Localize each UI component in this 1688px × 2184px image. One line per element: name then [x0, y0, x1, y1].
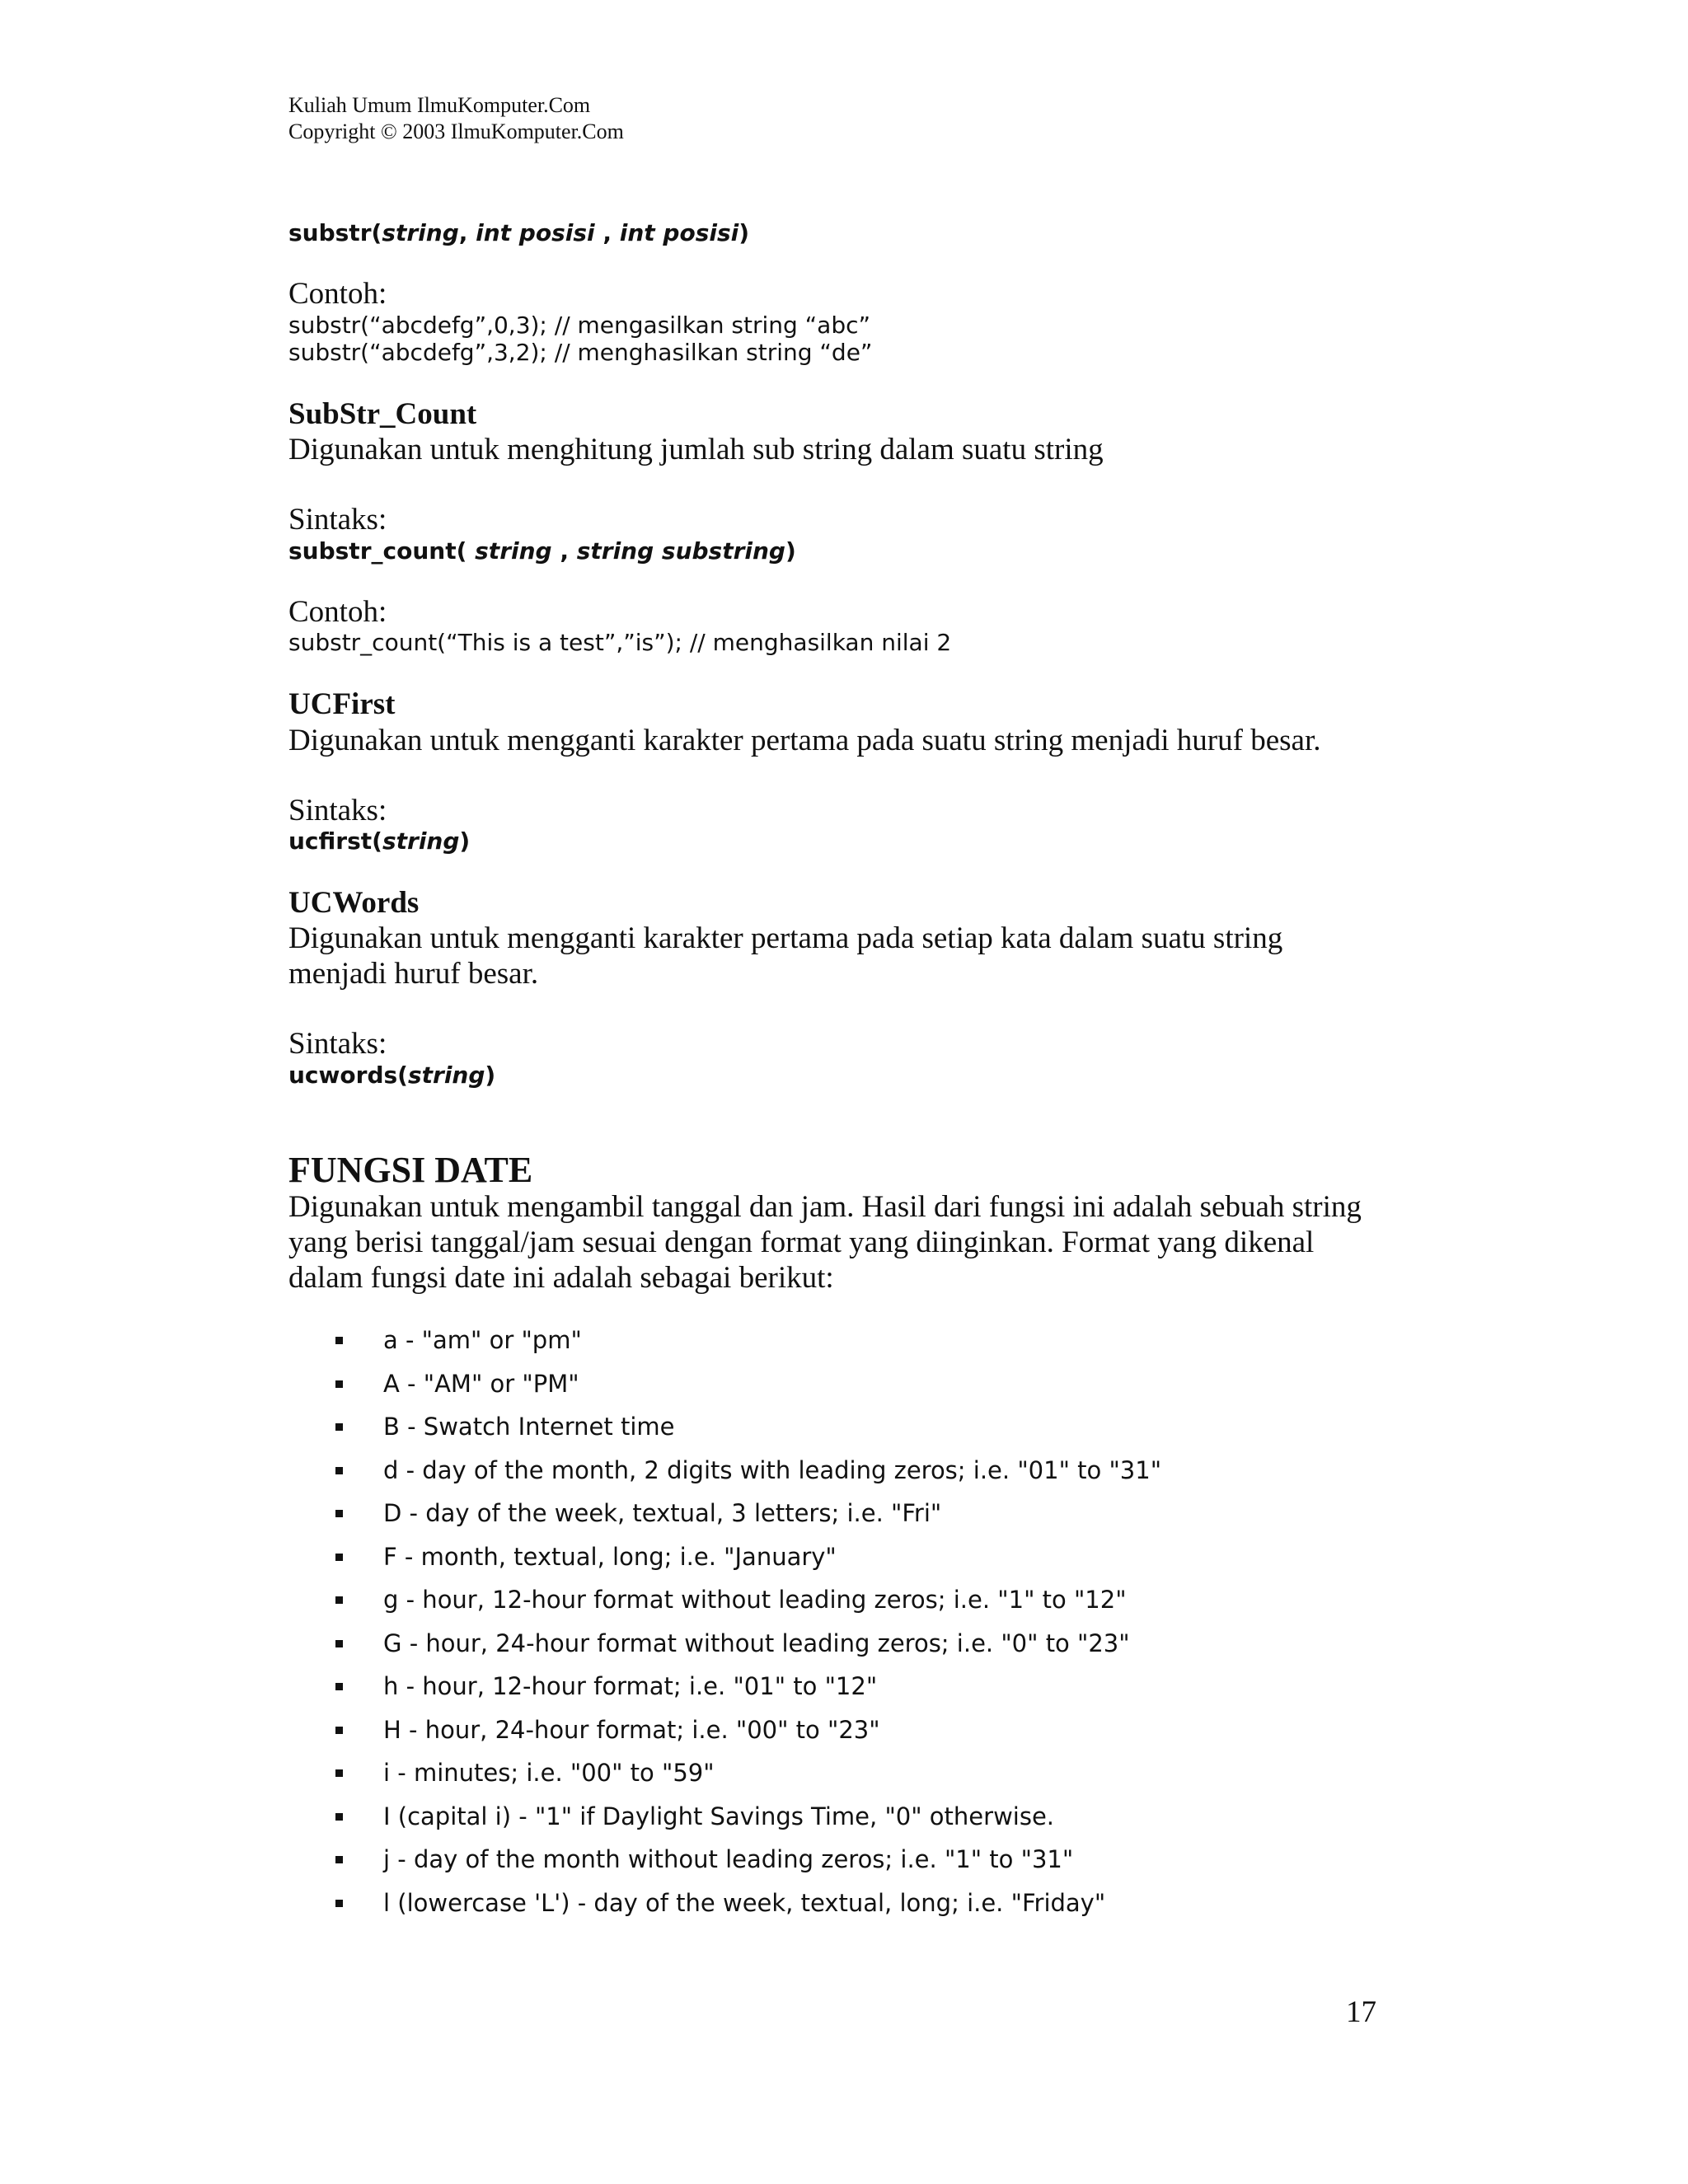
square-bullet-icon: [335, 1596, 343, 1604]
sig-param: string: [475, 537, 552, 565]
square-bullet-icon: [335, 1813, 343, 1821]
sig-function-name: ucfirst(: [288, 827, 382, 855]
sig-close: ): [485, 1062, 496, 1089]
section-description: Digunakan untuk mengganti karakter pertama pada suatu string menjadi huruf besar.: [288, 724, 1321, 757]
ucfirst-signature: [288, 827, 470, 855]
sig-param: string: [407, 1062, 485, 1089]
square-bullet-icon: [335, 1510, 343, 1517]
sig-separator: ,: [458, 219, 476, 246]
square-bullet-icon: [335, 1900, 343, 1907]
square-bullet-icon: [335, 1769, 343, 1777]
sig-function-name: substr_count(: [288, 537, 476, 565]
page-number: 17: [1346, 1995, 1376, 2029]
list-item: i - minutes; i.e. "00" to "59": [334, 1751, 1161, 1795]
code-example: substr_count(“This is a test”,”is”); // menghasilkan nilai 2: [288, 629, 952, 656]
contoh-label: Contoh:: [288, 277, 387, 311]
square-bullet-icon: [335, 1727, 343, 1734]
square-bullet-icon: [335, 1467, 343, 1474]
square-bullet-icon: [335, 1380, 343, 1388]
section-description: Digunakan untuk menghitung jumlah sub string dalam suatu string: [288, 433, 1104, 466]
square-bullet-icon: [335, 1856, 343, 1863]
section-description: dalam fungsi date ini adalah sebagai berikut:: [288, 1261, 834, 1295]
sig-param: string substring: [576, 537, 785, 565]
sig-param: int posisi: [476, 219, 595, 246]
sig-function-name: substr(: [288, 219, 382, 246]
section-description: menjadi huruf besar.: [288, 957, 539, 991]
list-item: d - day of the month, 2 digits with leading zeros; i.e. "01" to "31": [334, 1449, 1161, 1493]
sig-param: string: [382, 219, 459, 246]
sig-function-name: ucwords(: [288, 1062, 408, 1089]
list-item: D - day of the week, textual, 3 letters; i.e. "Fri": [334, 1492, 1161, 1535]
square-bullet-icon: [335, 1554, 343, 1561]
list-item: G - hour, 24-hour format without leading zeros; i.e. "0" to "23": [334, 1622, 1161, 1666]
sig-separator: ,: [551, 537, 577, 565]
list-item: a - "am" or "pm": [334, 1319, 1161, 1362]
list-item: H - hour, 24-hour format; i.e. "00" to "23": [334, 1708, 1161, 1752]
section-heading-ucwords: UCWords: [288, 886, 420, 920]
sintaks-label: Sintaks:: [288, 1027, 387, 1061]
substr-count-signature: [288, 537, 796, 565]
list-item: I (capital i) - "1" if Daylight Savings Time, "0" otherwise.: [334, 1795, 1161, 1839]
sintaks-label: Sintaks:: [288, 794, 387, 827]
square-bullet-icon: [335, 1640, 343, 1647]
section-heading-ucfirst: UCFirst: [288, 687, 396, 721]
header-title: Kuliah Umum IlmuKomputer.Com: [288, 93, 591, 117]
substr-signature: [288, 219, 749, 246]
code-example: substr(“abcdefg”,0,3); // mengasilkan string “abc”: [288, 312, 871, 339]
sig-close: ): [459, 827, 471, 855]
list-item: j - day of the month without leading zeros; i.e. "1" to "31": [334, 1838, 1161, 1882]
sig-param: string: [382, 827, 460, 855]
list-item: l (lowercase 'L') - day of the week, textual, long; i.e. "Friday": [334, 1882, 1161, 1925]
header-copyright: Copyright © 2003 IlmuKomputer.Com: [288, 120, 624, 143]
contoh-label: Contoh:: [288, 595, 387, 629]
section-description: Digunakan untuk mengambil tanggal dan jam. Hasil dari fungsi ini adalah sebuah string: [288, 1190, 1362, 1224]
list-item: A - "AM" or "PM": [334, 1362, 1161, 1406]
sig-close: ): [738, 219, 750, 246]
list-item: B - Swatch Internet time: [334, 1405, 1161, 1449]
sig-param: int posisi: [619, 219, 739, 246]
code-example: substr(“abcdefg”,3,2); // menghasilkan string “de”: [288, 339, 873, 366]
sintaks-label: Sintaks:: [288, 503, 387, 537]
ucwords-signature: [288, 1062, 495, 1089]
section-heading-substr-count: SubStr_Count: [288, 397, 477, 431]
square-bullet-icon: [335, 1337, 343, 1344]
section-heading-fungsi-date: FUNGSI DATE: [288, 1150, 533, 1190]
square-bullet-icon: [335, 1423, 343, 1431]
section-description: Digunakan untuk mengganti karakter pertama pada setiap kata dalam suatu string: [288, 921, 1283, 955]
date-format-list: [334, 1319, 1161, 1924]
section-description: yang berisi tanggal/jam sesuai dengan format yang diinginkan. Format yang dikenal: [288, 1226, 1315, 1259]
list-item: F - month, textual, long; i.e. "January": [334, 1535, 1161, 1579]
list-item: g - hour, 12-hour format without leading zeros; i.e. "1" to "12": [334, 1578, 1161, 1622]
sig-separator: ,: [594, 219, 620, 246]
list-item: h - hour, 12-hour format; i.e. "01" to "12": [334, 1665, 1161, 1708]
sig-close: ): [785, 537, 796, 565]
square-bullet-icon: [335, 1683, 343, 1690]
